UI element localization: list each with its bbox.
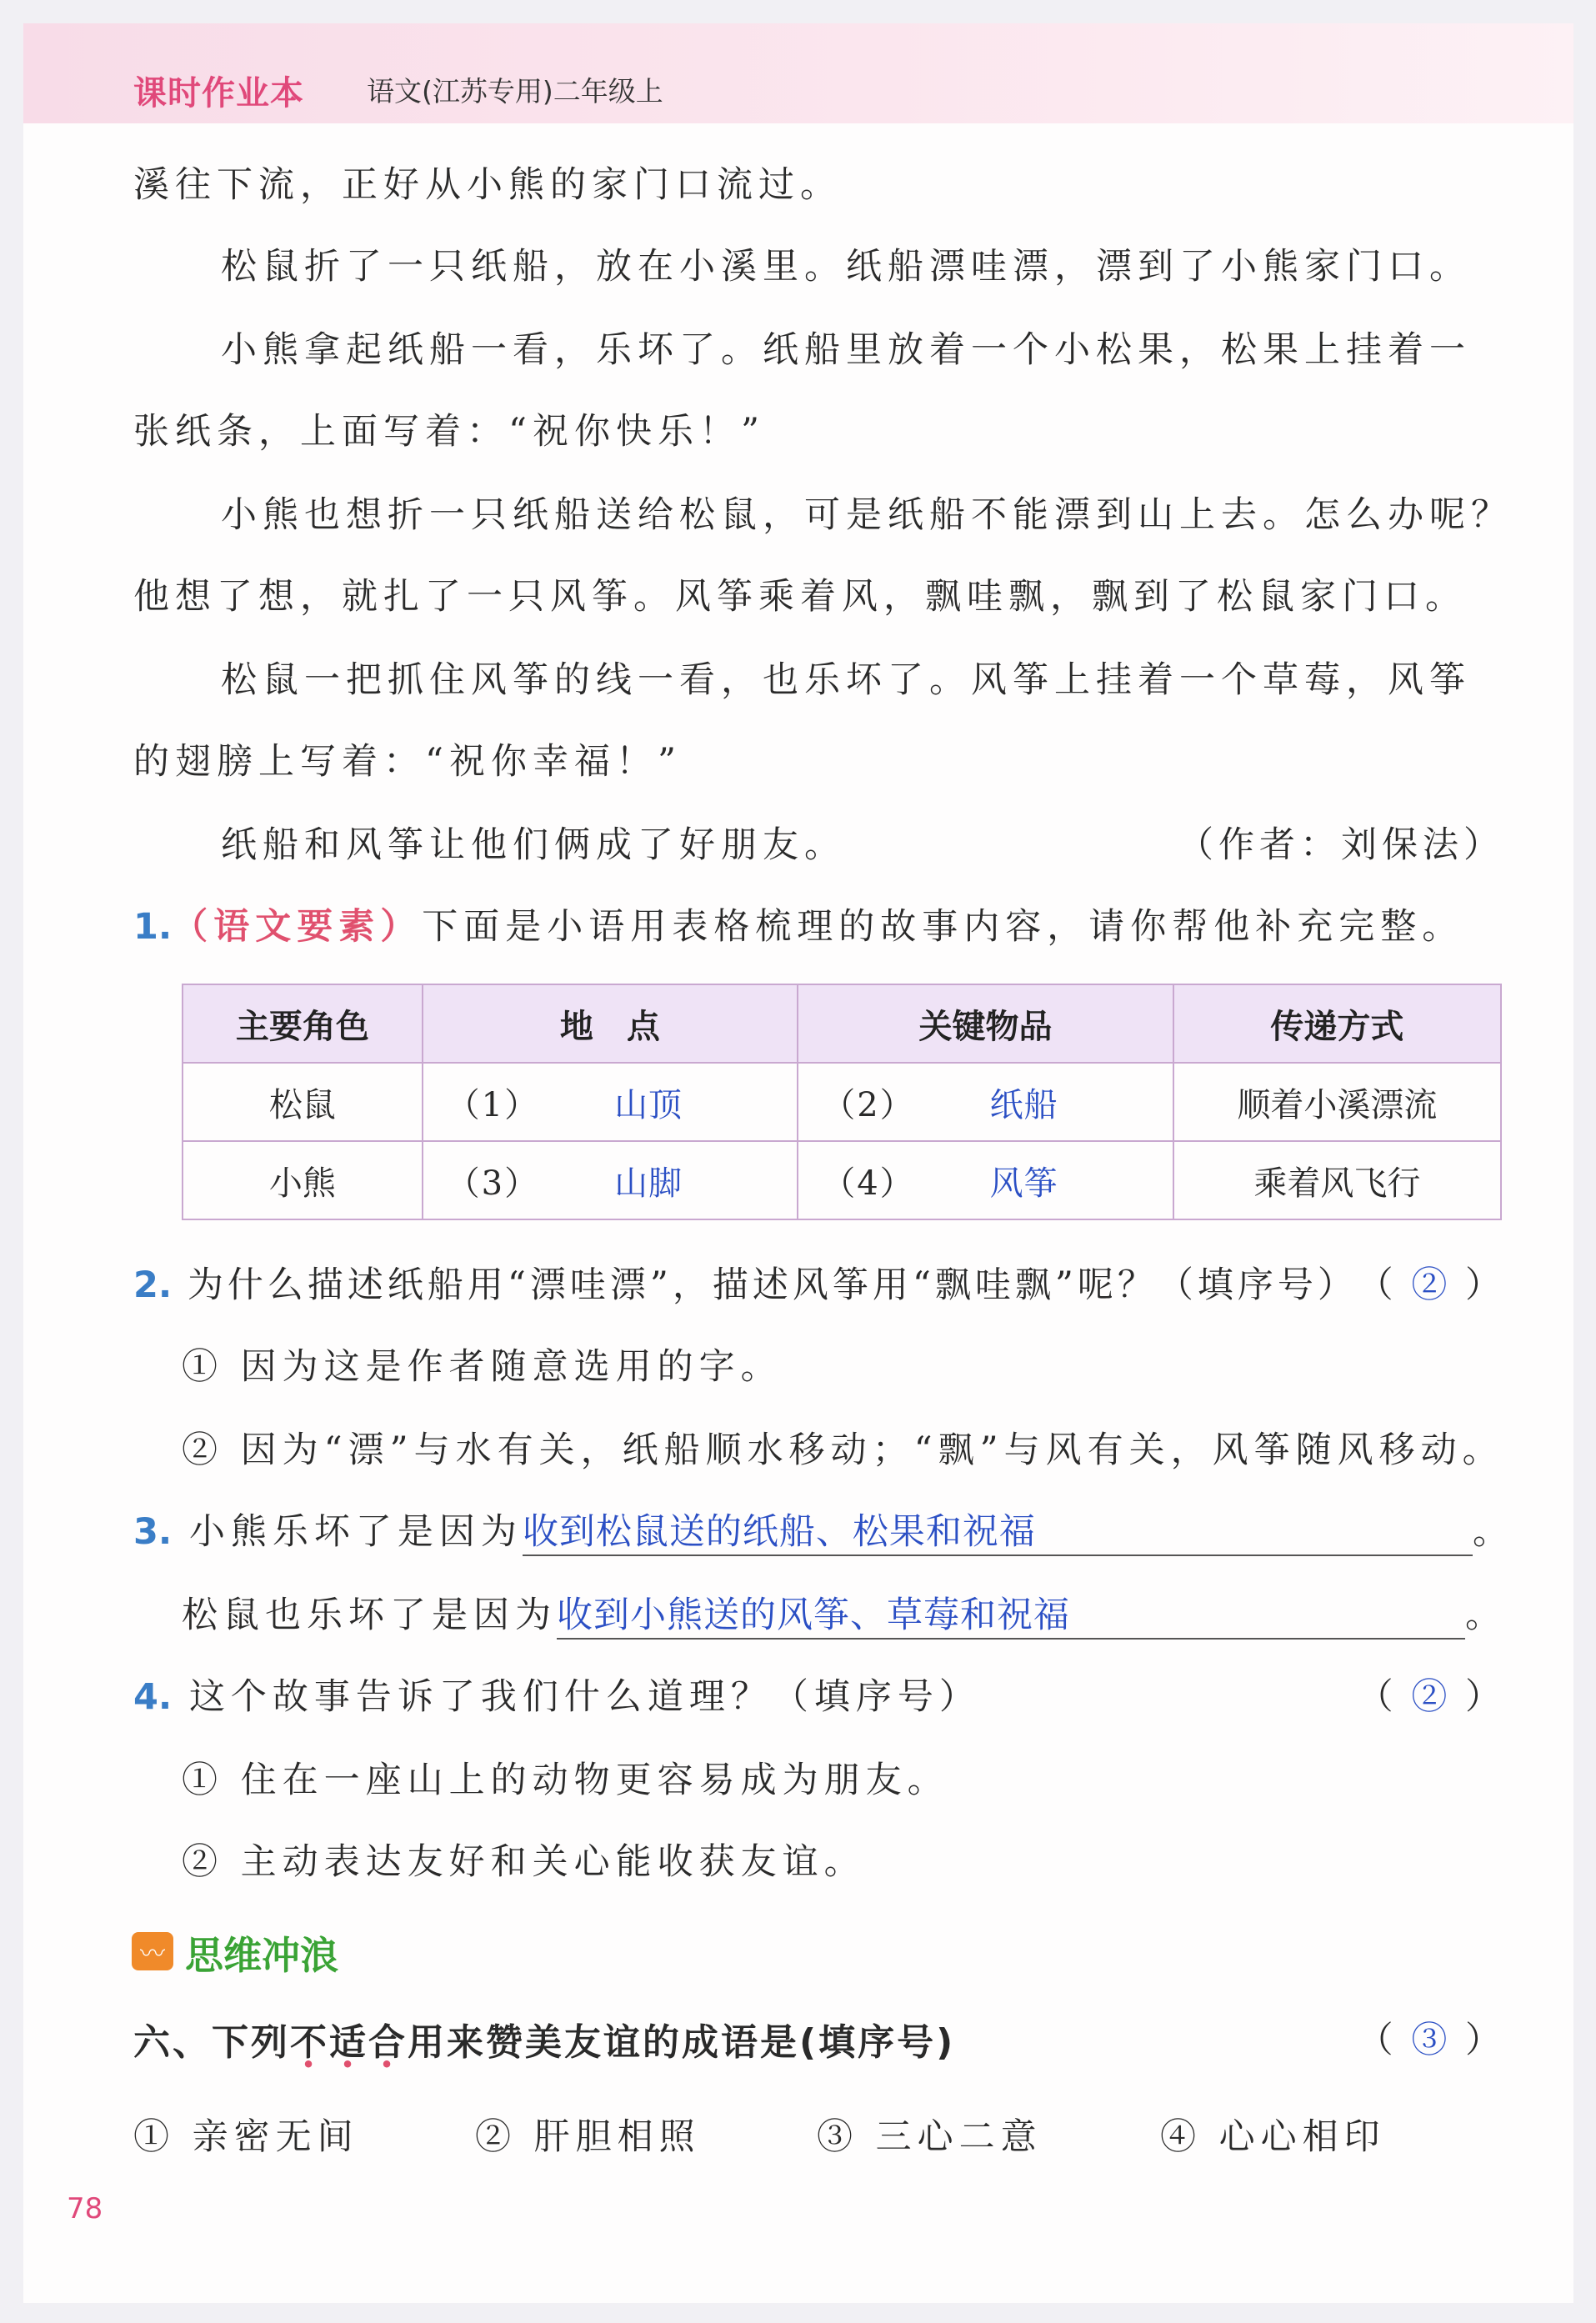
option: ① 亲密无间 [133,2116,359,2158]
header-subtitle: 语文(江苏专用)二年级上 [367,75,663,108]
table-header: 关键物品 [798,984,1173,1063]
question-number: 4. [133,1676,173,1718]
blank-label: （2） [822,1085,915,1124]
header-title: 课时作业本 [133,74,304,113]
place-cell [423,1063,798,1141]
option: ② 主动表达友好和关心能收获友谊。 [182,1841,866,1883]
story-line: 松鼠折了一只纸船，放在小溪里。纸船漂哇漂，漂到了小熊家门口。 [221,246,1471,288]
way-cell: 顺着小溪漂流 [1173,1063,1501,1141]
blank-label: （4） [822,1164,915,1203]
emphasis-char: 适 [329,2021,368,2064]
question-6 [133,2012,955,2065]
role-cell: 小熊 [183,1141,423,1219]
answer-text: ② [1411,1676,1451,1718]
story-line: 溪往下流，正好从小熊的家门口流过。 [133,164,842,206]
option: ① 因为这是作者随意选用的字。 [182,1346,783,1388]
end-mark: 。 [1465,1595,1507,1636]
question-text: 小熊乐坏了是因为 [188,1511,523,1553]
table-header: 地 点 [423,984,798,1063]
wave-icon: 〰 [132,1932,173,1970]
question-text: 为什么描述纸船用“漂哇漂”，描述风筝用“飘哇飘”呢？（填序号） [187,1264,1358,1306]
table-row [183,1141,1501,1219]
table-header: 传递方式 [1173,984,1501,1063]
question-text: 这个故事告诉了我们什么道理？（填序号） [188,1676,981,1718]
question-number: 3. [133,1511,173,1553]
story-line: 松鼠一把抓住风筝的线一看，也乐坏了。风筝上挂着一个草莓，风筝 [221,659,1471,701]
option: ② 肝胆相照 [475,2116,701,2158]
story-line: 他想了想，就扎了一只风筝。风筝乘着风，飘哇飘，飘到了松鼠家门口。 [133,576,1467,618]
question-text: 六、下列 [133,2021,290,2064]
table-header: 主要角色 [183,984,423,1063]
story-line: 的翅膀上写着：“祝你幸福！” [133,741,682,783]
place-cell [423,1141,798,1219]
story-table [182,984,1502,1220]
option: ③ 三心二意 [817,2116,1043,2158]
question-tag: （语文要素） [172,906,423,948]
end-mark: 。 [1472,1511,1514,1553]
question-number: 1. [133,906,173,948]
emphasis-char: 不 [290,2021,329,2064]
story-line: 张纸条，上面写着：“祝你快乐！” [133,411,765,453]
story-line: 小熊也想折一只纸船送给松鼠，可是纸船不能漂到山上去。怎么办呢？ [221,494,1513,536]
answer-text: 山脚 [614,1164,683,1203]
answer-text: 收到小熊送的风筝、草莓和祝福 [557,1595,1070,1636]
table-row [183,1063,1501,1141]
way-cell: 乘着风飞行 [1173,1141,1501,1219]
question-3 [133,1504,1514,1556]
story-line: 小熊拿起纸船一看，乐坏了。纸船里放着一个小松果，松果上挂着一 [221,329,1471,371]
item-cell [798,1063,1173,1141]
answer-text: 纸船 [989,1085,1058,1124]
blank-label: （3） [446,1164,540,1203]
question-text: 用来赞美友谊的成语是(填序号) [408,2021,956,2064]
option: ④ 心心相印 [1160,2116,1386,2158]
role-cell: 松鼠 [183,1063,423,1141]
answer-text: 风筝 [989,1164,1058,1203]
author-credit: （作者：刘保法） [1178,824,1504,866]
blank-label: （1） [446,1085,540,1124]
question-4 [133,1669,981,1720]
page-number: 78 [67,2192,103,2225]
answer-paren: （ ② ） [1357,1264,1504,1306]
answer-text: 收到松鼠送的纸船、松果和祝福 [522,1511,1036,1553]
answer-blank [557,1587,1465,1640]
item-cell [798,1141,1173,1219]
question-3-line-2 [182,1587,1507,1640]
section-title: 思维冲浪 [185,1933,338,1978]
answer-paren: （ ③ ） [1357,2020,1504,2061]
question-1 [133,899,1463,949]
question-2 [133,1257,1358,1308]
question-text: 下面是小语用表格梳理的故事内容，请你帮他补充完整。 [422,906,1464,948]
answer-blank [523,1504,1473,1556]
story-line: 纸船和风筝让他们俩成了好朋友。 [221,824,846,866]
emphasis-char: 合 [368,2021,408,2064]
table-header-row [183,984,1501,1063]
answer-paren: （ ② ） [1357,1676,1504,1718]
answer-text: 山顶 [614,1085,683,1124]
answer-text: ③ [1411,2020,1451,2061]
question-number: 2. [133,1264,173,1306]
answer-text: ② [1411,1264,1451,1306]
option: ② 因为“漂”与水有关，纸船顺水移动；“飘”与风有关，风筝随风移动。 [182,1429,1504,1471]
option: ① 住在一座山上的动物更容易成为朋友。 [182,1760,949,1801]
question-text: 松鼠也乐坏了是因为 [182,1595,557,1636]
